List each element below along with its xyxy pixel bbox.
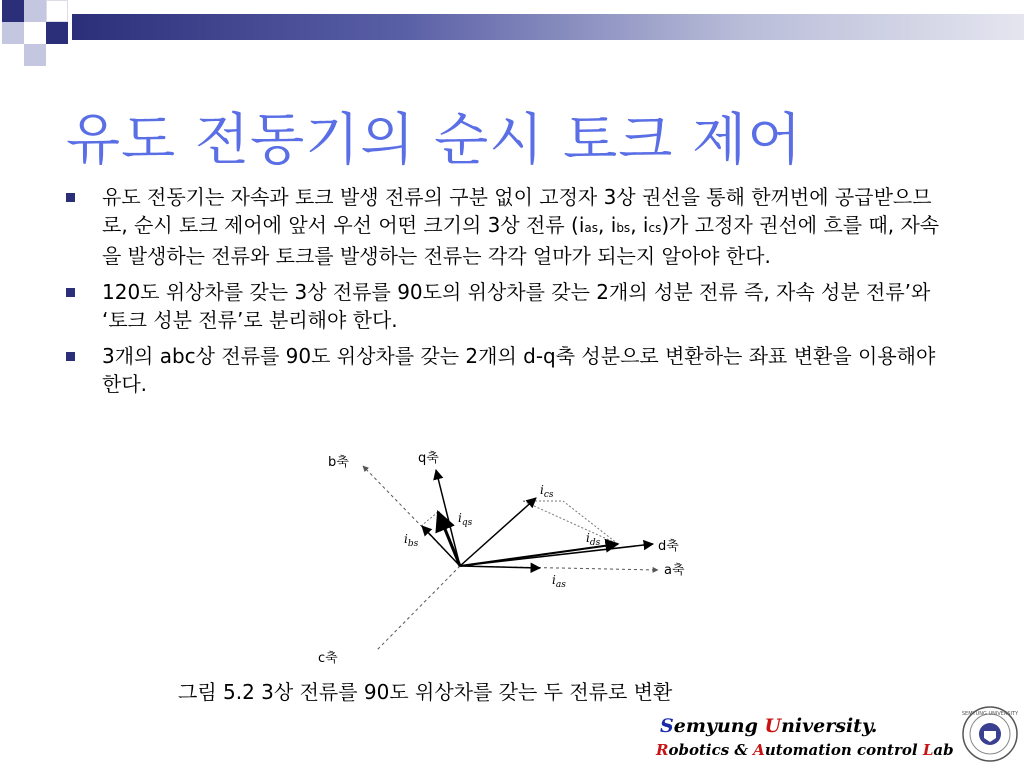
label-i-ds: $i_{ds}$ [586,531,601,548]
bullet-list [66,183,956,406]
bullet-item: 120도 위상차를 갖는 3상 전류를 90도의 위상차를 갖는 2개의 성분 전류 즉, 자속 성분 전류’와 ‘토크 성분 전류’로 분리해야 한다. [66,278,956,334]
header-bar [72,14,1024,40]
axis-label-b: b축 [328,455,349,470]
university-name: Semyung University. [660,715,878,737]
deco-square [2,22,24,44]
lab-name: Robotics & Automation control Lab [656,741,954,759]
svg-text:SEMYUNG UNIVERSITY: SEMYUNG UNIVERSITY [962,711,1018,717]
label-i-bs: $i_{bs}$ [404,532,419,549]
axis-label-d: d축 [658,539,679,554]
deco-square [2,0,24,22]
university-seal-logo [962,706,1018,762]
label-i-as: $i_{as}$ [552,573,566,590]
figure-caption: 그림 5.2 3상 전류를 90도 위상차를 갖는 두 전류로 변환 [178,680,673,704]
slide-title: 유도 전동기의 순시 토크 제어 [66,108,803,173]
deco-square [24,0,46,22]
deco-square [24,44,46,66]
bullet-marker [66,352,75,361]
i-as-vector [460,566,540,568]
c-axis [376,566,460,651]
deco-square [46,22,68,44]
vector-diagram [318,446,710,668]
deco-square [46,0,68,22]
bullet-marker [66,193,75,202]
bullet-item: 3개의 abc상 전류를 90도 위상차를 갖는 2개의 d-q축 성분으로 변환하는 좌표 변환을 이용해야 한다. [66,342,956,398]
bullet-marker [66,288,75,297]
proj-dash [523,501,618,544]
axis-label-q: q축 [418,451,439,466]
axis-label-c: c축 [318,651,338,666]
label-i-cs: $i_{cs}$ [540,483,554,500]
bullet-item: 유도 전동기는 자속과 토크 발생 전류의 구분 없이 고정자 3상 권선을 통해 한꺼번에 공급받으므로, 순시 토크 제어에 앞서 우선 어떤 크기의 3상 전류 (ias, ibs, ics)가 고정자 권선에 흐를 때, 자속을 발생하는 전류와 토크를 발생하는 전류는 각각 얼마가 되는지 알아야 한다. [66,183,956,270]
axis-label-a: a축 [664,563,685,578]
i-cs-vector [460,498,536,566]
label-i-qs: $i_{qs}$ [458,511,473,528]
proj-dash [421,512,438,526]
